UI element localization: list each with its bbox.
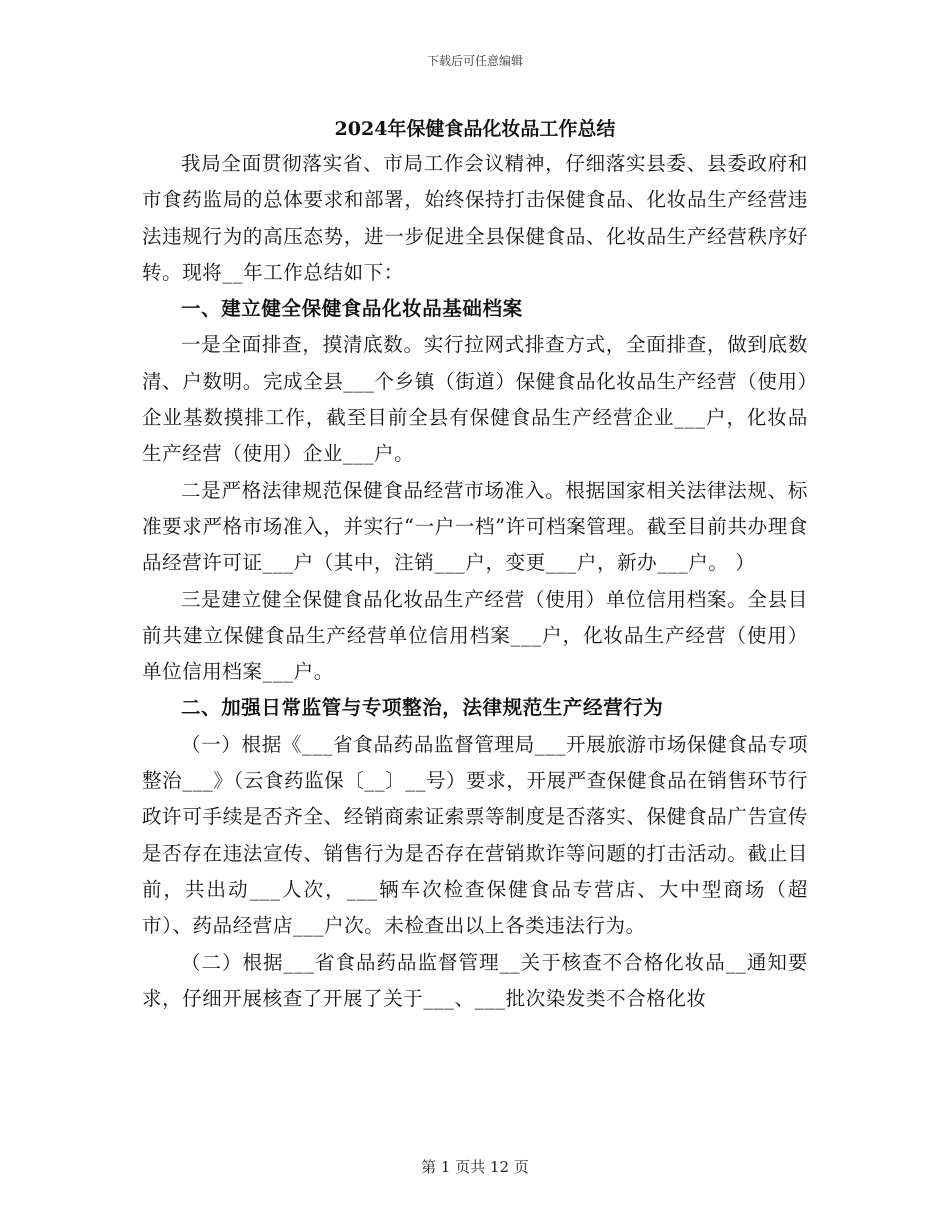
- page-header: 下载后可任意编辑: [426, 54, 523, 68]
- paragraph-1-1: 一是全面排查，摸清底数。实行拉网式排查方式，全面排查，做到底数清、户数明。完成全县___个乡镇（街道）保健食品化妆品生产经营（使用）企业基数摸排工作，截至目前全县有保健食品生产经营企业___户，化妆品生产经营（使用）企业___户。: [142, 333, 808, 466]
- paragraph-1-3: 三是建立健全保健食品化妆品生产经营（使用）单位信用档案。全县目前共建立保健食品生产经营单位信用档案___户，化妆品生产经营（使用）单位信用档案___户。: [142, 587, 808, 684]
- paragraph-2-2: （二）根据___省食品药品监督管理__关于核查不合格化妆品__通知要求，仔细开展核查了开展了关于___、___批次染发类不合格化妆: [142, 950, 808, 1010]
- paragraph-1-2: 二是严格法律规范保健食品经营市场准入。根据国家相关法律法规、标准要求严格市场准入，并实行“一户一档”许可档案管理。截至目前共办理食品经营许可证___户（其中，注销___户，变更___户，新办___户。 ）: [142, 478, 808, 575]
- paragraph-intro: 我局全面贯彻落实省、市局工作会议精神，仔细落实县委、县委政府和市食药监局的总体要求和部署，始终保持打击保健食品、化妆品生产经营违法违规行为的高压态势，进一步促进全县保健食品、化妆品生产经营秩序好转。现将__年工作总结如下：: [142, 152, 808, 284]
- section-heading-1: 一、建立健全保健食品化妆品基础档案: [181, 297, 523, 321]
- section-heading-2: 二、加强日常监管与专项整治，法律规范生产经营行为: [181, 696, 664, 720]
- paragraph-2-1: （一）根据《___省食品药品监督管理局___开展旅游市场保健食品专项整治___》（云食药监保〔__〕__号）要求，开展严查保健食品在销售环节行政许可手续是否齐全、经销商索证索票等制度是否落实、保健食品广告宣传是否存在违法宣传、销售行为是否存在营销欺诈等问题的打击活动。截止目前，共出动___人次，___辆车次检查保健食品专营店、大中型商场（超市）、药品经营店___户次。未检查出以上各类违法行为。: [142, 732, 808, 938]
- document-title: 2024年保健食品化妆品工作总结: [334, 118, 616, 140]
- document-body: [142, 114, 808, 1017]
- page-footer: 第 1 页共 12 页: [421, 1158, 529, 1176]
